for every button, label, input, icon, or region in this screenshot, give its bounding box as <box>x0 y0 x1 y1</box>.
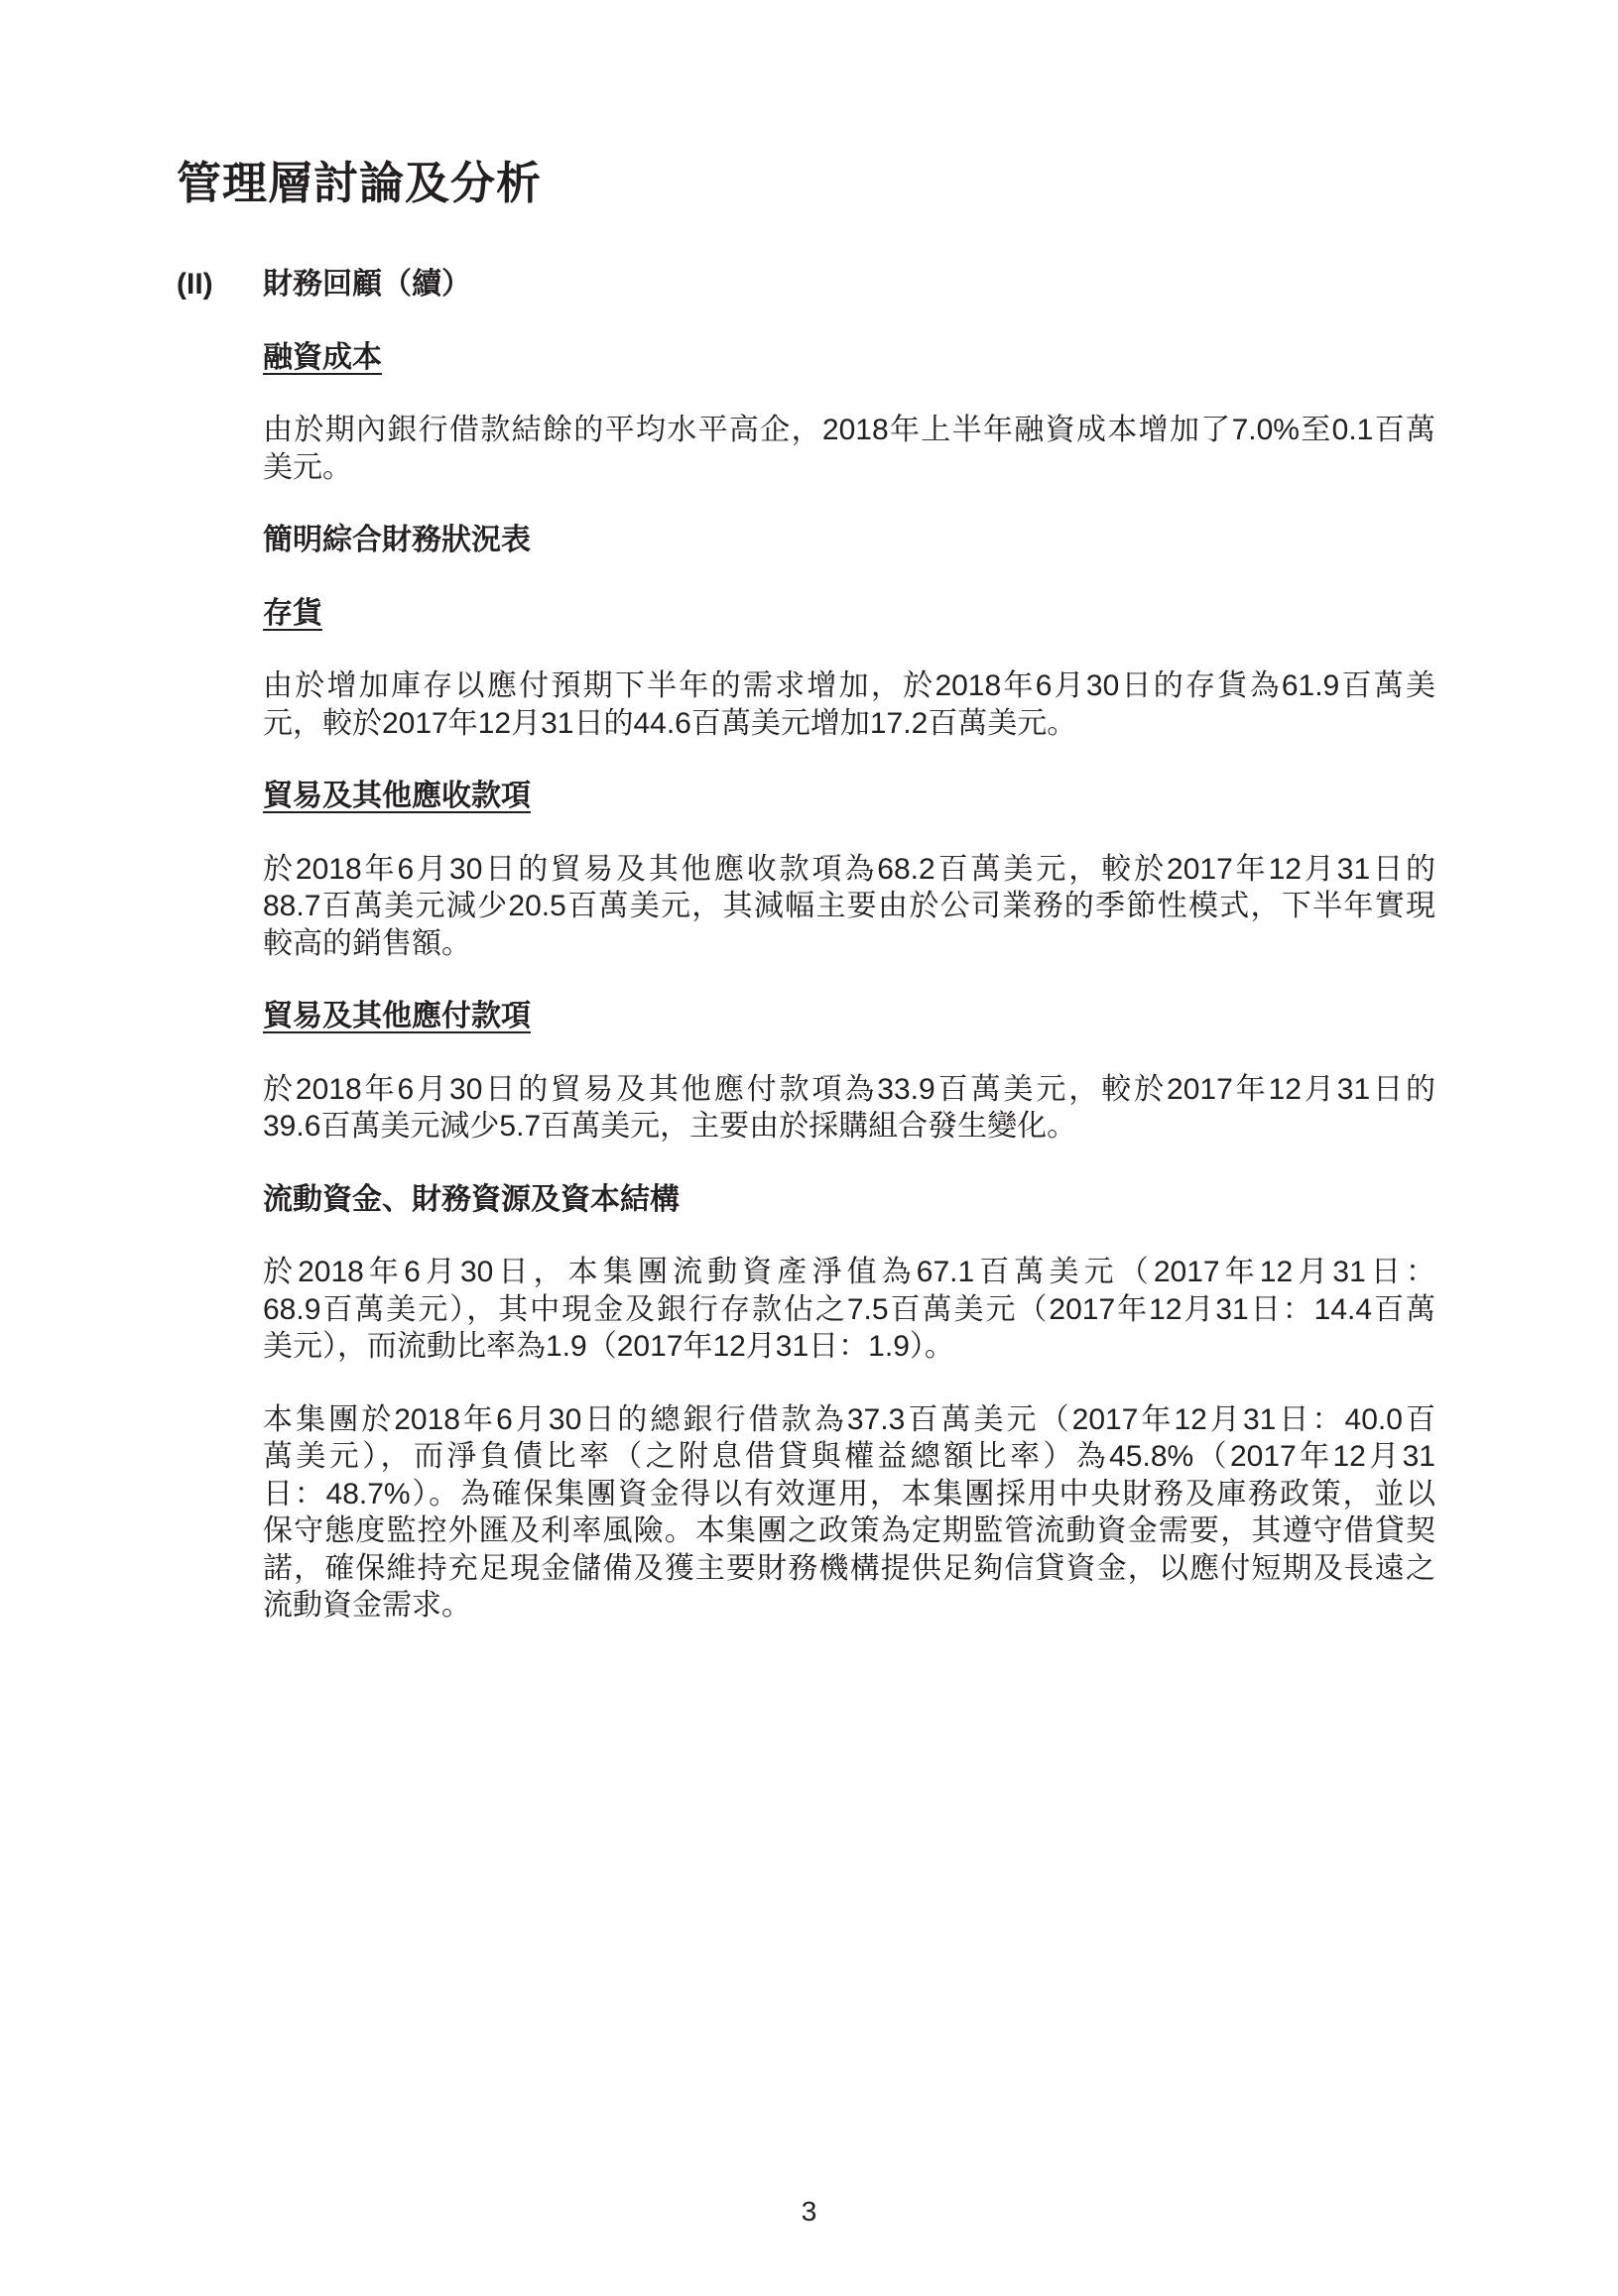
paragraph-line: 於2018年6月30日，本集團流動資產淨值為67.1百萬美元（2017年12月31日： <box>263 1256 1435 1288</box>
paragraph <box>263 851 1435 963</box>
subsection-heading <box>263 595 1435 633</box>
subsection-heading <box>263 339 1435 377</box>
paragraph <box>263 1071 1435 1146</box>
paragraph-line: 由於期內銀行借款結餘的平均水平高企，2018年上半年融資成本增加了7.0%至0.1百萬 <box>263 414 1435 446</box>
paragraph-line: 日：48.7%）。為確保集團資金得以有效運用，本集團採用中央財務及庫務政策，並以 <box>263 1477 1435 1511</box>
paragraph <box>263 667 1435 742</box>
subsection-heading-text: 融資成本 <box>263 340 382 374</box>
paragraph-line: 於2018年6月30日的貿易及其他應付款項為33.9百萬美元，較於2017年12月31日的 <box>263 1072 1435 1106</box>
paragraph <box>263 1254 1435 1366</box>
paragraph-line: 88.7百萬美元減少20.5百萬美元，其減幅主要由於公司業務的季節性模式，下半年實現 <box>263 890 1435 922</box>
section-number: (II) <box>177 268 213 301</box>
subsection-heading <box>263 998 1435 1035</box>
paragraph-line: 萬美元），而淨負債比率（之附息借貸與權益總額比率）為45.8%（2017年12月31 <box>263 1440 1435 1473</box>
subsection-heading <box>263 522 1435 559</box>
paragraph <box>263 412 1435 486</box>
page-title: 管理層討論及分析 <box>177 158 543 208</box>
page-number: 3 <box>801 2196 817 2227</box>
subsection-heading-text: 流動資金、財務資源及資本結構 <box>263 1182 680 1216</box>
paragraph-line: 諾，確保維持充足現金儲備及獲主要財務機構提供足夠信貸資金，以應付短期及長遠之 <box>263 1551 1435 1585</box>
paragraph-line: 美元。 <box>263 450 352 484</box>
paragraph-line: 美元），而流動比率為1.9（2017年12月31日：1.9）。 <box>263 1330 954 1363</box>
paragraph-line: 39.6百萬美元減少5.7百萬美元，主要由於採購組合發生變化。 <box>263 1110 1077 1143</box>
subsection-trade-payables <box>177 998 1435 1146</box>
page-content <box>177 266 1435 1625</box>
section-title: 財務回顧（續） <box>263 268 471 301</box>
paragraph <box>263 1401 1435 1625</box>
subsection-heading <box>263 1181 1435 1219</box>
paragraph-line: 較高的銷售額。 <box>263 926 471 960</box>
subsection-liquidity <box>177 1181 1435 1625</box>
subsection-heading-text: 貿易及其他應付款項 <box>263 1000 531 1032</box>
subsection-trade-receivables <box>177 778 1435 962</box>
paragraph-line: 本集團於2018年6月30日的總銀行借款為37.3百萬美元（2017年12月31日：40.0百 <box>263 1402 1435 1436</box>
paragraph-line: 於2018年6月30日的貿易及其他應收款項為68.2百萬美元，較於2017年12月31日的 <box>263 852 1435 886</box>
paragraph-line: 元，較於2017年12月31日的44.6百萬美元增加17.2百萬美元。 <box>263 706 1077 740</box>
subsection-finance-costs <box>177 339 1435 487</box>
paragraph-line: 由於增加庫存以應付預期下半年的需求增加，於2018年6月30日的存貨為61.9百萬美 <box>263 669 1435 702</box>
subsection-heading-text: 貿易及其他應收款項 <box>263 780 531 812</box>
subsection-heading-text: 存貨 <box>263 596 322 630</box>
subsection-financial-position <box>177 522 1435 559</box>
paragraph-line: 68.9百萬美元），其中現金及銀行存款佔之7.5百萬美元（2017年12月31日：14.4百萬 <box>263 1292 1435 1326</box>
paragraph-line: 流動資金需求。 <box>263 1589 471 1622</box>
subsection-inventories <box>177 595 1435 743</box>
section-header <box>177 266 1435 303</box>
paragraph-line: 保守態度監控外匯及利率風險。本集團之政策為定期監管流動資金需要，其遵守借貸契 <box>263 1514 1435 1547</box>
subsection-heading-text: 簡明綜合財務狀況表 <box>263 524 531 556</box>
subsection-heading <box>263 778 1435 815</box>
